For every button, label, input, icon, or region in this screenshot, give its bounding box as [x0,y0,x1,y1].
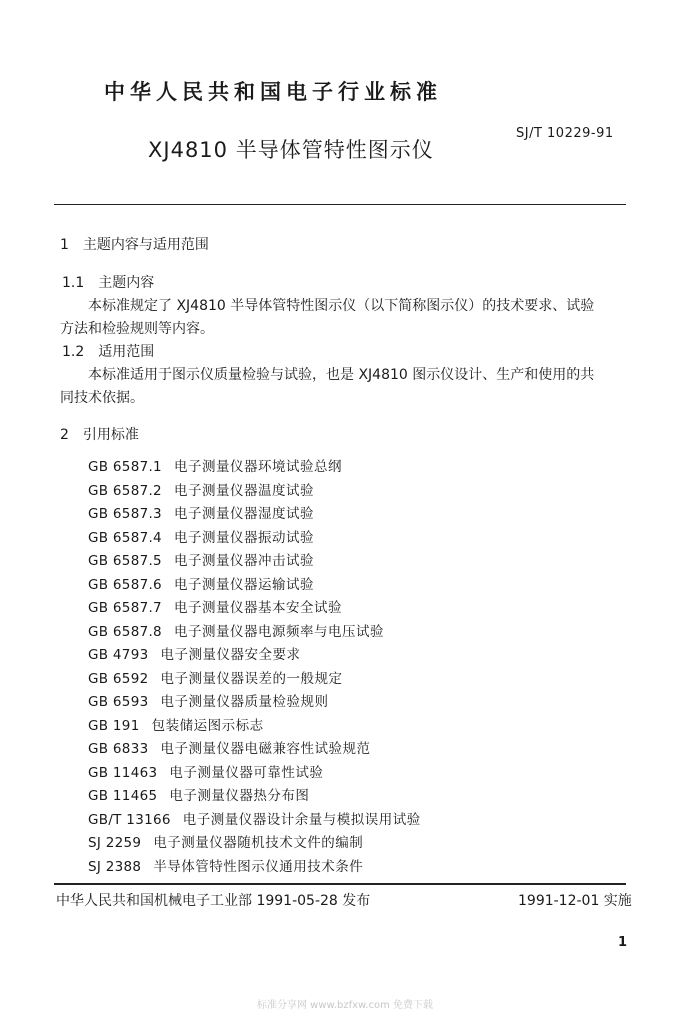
standard-code: GB 6592 [88,670,149,687]
list-item [88,527,421,551]
header-divider [54,204,626,205]
standard-code: GB 6587.6 [88,576,162,593]
list-item [88,832,421,856]
standard-code: GB 11463 [88,764,158,781]
standard-code: GB 6587.8 [88,623,162,640]
standard-title: 电子测量仪器振动试验 [173,529,314,546]
standard-title: 电子测量仪器电磁兼容性试验规范 [160,741,371,757]
list-item [88,621,421,645]
section-1-1-text-line-1: 本标准规定了 XJ4810 半导体管特性图示仪（以下简称图示仪）的技术要求、试验 [88,298,595,314]
standard-title: 电子测量仪器基本安全试验 [173,600,342,616]
industry-standard-title: 中华人民共和国电子行业标准 [104,80,442,104]
watermark-text: 标准分享网 www.bzfxw.com 免费下载 [257,1000,433,1011]
section-1-2-text-line-2: 同技术依据。 [60,390,144,406]
standard-code: GB 6593 [88,694,149,710]
standard-title: 电子测量仪器误差的一般规定 [160,670,343,687]
standard-code: GB 6587.5 [88,553,162,569]
standard-title: 电子测量仪器冲击试验 [173,553,314,569]
list-item [88,456,421,480]
section-1-2-heading: 1.2 适用范围 [62,344,155,360]
standard-code: GB 4793 [88,647,149,663]
standard-code: GB/T 13166 [88,811,171,828]
referenced-standards-list [88,456,421,879]
list-item [88,644,421,668]
standard-title: 电子测量仪器湿度试验 [173,506,314,522]
standard-code: SJ 2388 [88,858,142,875]
standard-code: GB 6587.3 [88,506,162,522]
standard-title: 电子测量仪器可靠性试验 [169,764,324,781]
standard-code: GB 11465 [88,788,158,804]
standard-title: 电子测量仪器运输试验 [173,576,314,593]
standard-title: 电子测量仪器质量检验规则 [160,694,329,710]
section-1-heading: 1 主题内容与适用范围 [60,237,209,253]
standard-title: 电子测量仪器热分布图 [169,788,310,804]
list-item [88,503,421,527]
standard-code: SJ 2259 [88,835,142,851]
section-1-1-heading: 1.1 主题内容 [62,275,155,291]
standard-code: GB 6587.1 [88,459,162,475]
standard-title: 电子测量仪器温度试验 [173,482,314,499]
list-item [88,550,421,574]
list-item [88,480,421,504]
document-title: XJ4810 半导体管特性图示仪 [148,138,434,162]
standard-title: 电子测量仪器随机技术文件的编制 [153,835,364,851]
list-item [88,715,421,739]
standard-code: GB 6833 [88,741,149,757]
list-item [88,762,421,786]
list-item [88,738,421,762]
standard-code: GB 191 [88,717,140,734]
section-1-1-text-line-2: 方法和检验规则等内容。 [60,321,214,337]
standard-title: 电子测量仪器环境试验总纲 [173,459,342,475]
list-item [88,574,421,598]
standard-title: 包装储运图示标志 [151,717,264,734]
standard-title: 电子测量仪器安全要求 [160,647,301,663]
standard-code: GB 6587.4 [88,529,162,546]
section-2-heading: 2 引用标准 [60,427,139,443]
list-item [88,809,421,833]
list-item [88,668,421,692]
standard-code: GB 6587.7 [88,600,162,616]
effective-date: 1991-12-01 实施 [518,893,632,909]
document-number: SJ/T 10229-91 [516,126,614,141]
page-number: 1 [618,935,628,950]
standard-title: 电子测量仪器电源频率与电压试验 [173,623,384,640]
standard-code: GB 6587.2 [88,482,162,499]
footer-divider [54,883,626,885]
standard-title: 电子测量仪器设计余量与模拟误用试验 [182,811,421,828]
list-item [88,856,421,880]
section-1-2-text-line-1: 本标准适用于图示仪质量检验与试验，也是 XJ4810 图示仪设计、生产和使用的共 [88,367,595,383]
standard-title: 半导体管特性图示仪通用技术条件 [153,858,364,875]
issue-statement: 中华人民共和国机械电子工业部 1991-05-28 发布 [56,893,371,909]
list-item [88,691,421,715]
list-item [88,785,421,809]
list-item [88,597,421,621]
